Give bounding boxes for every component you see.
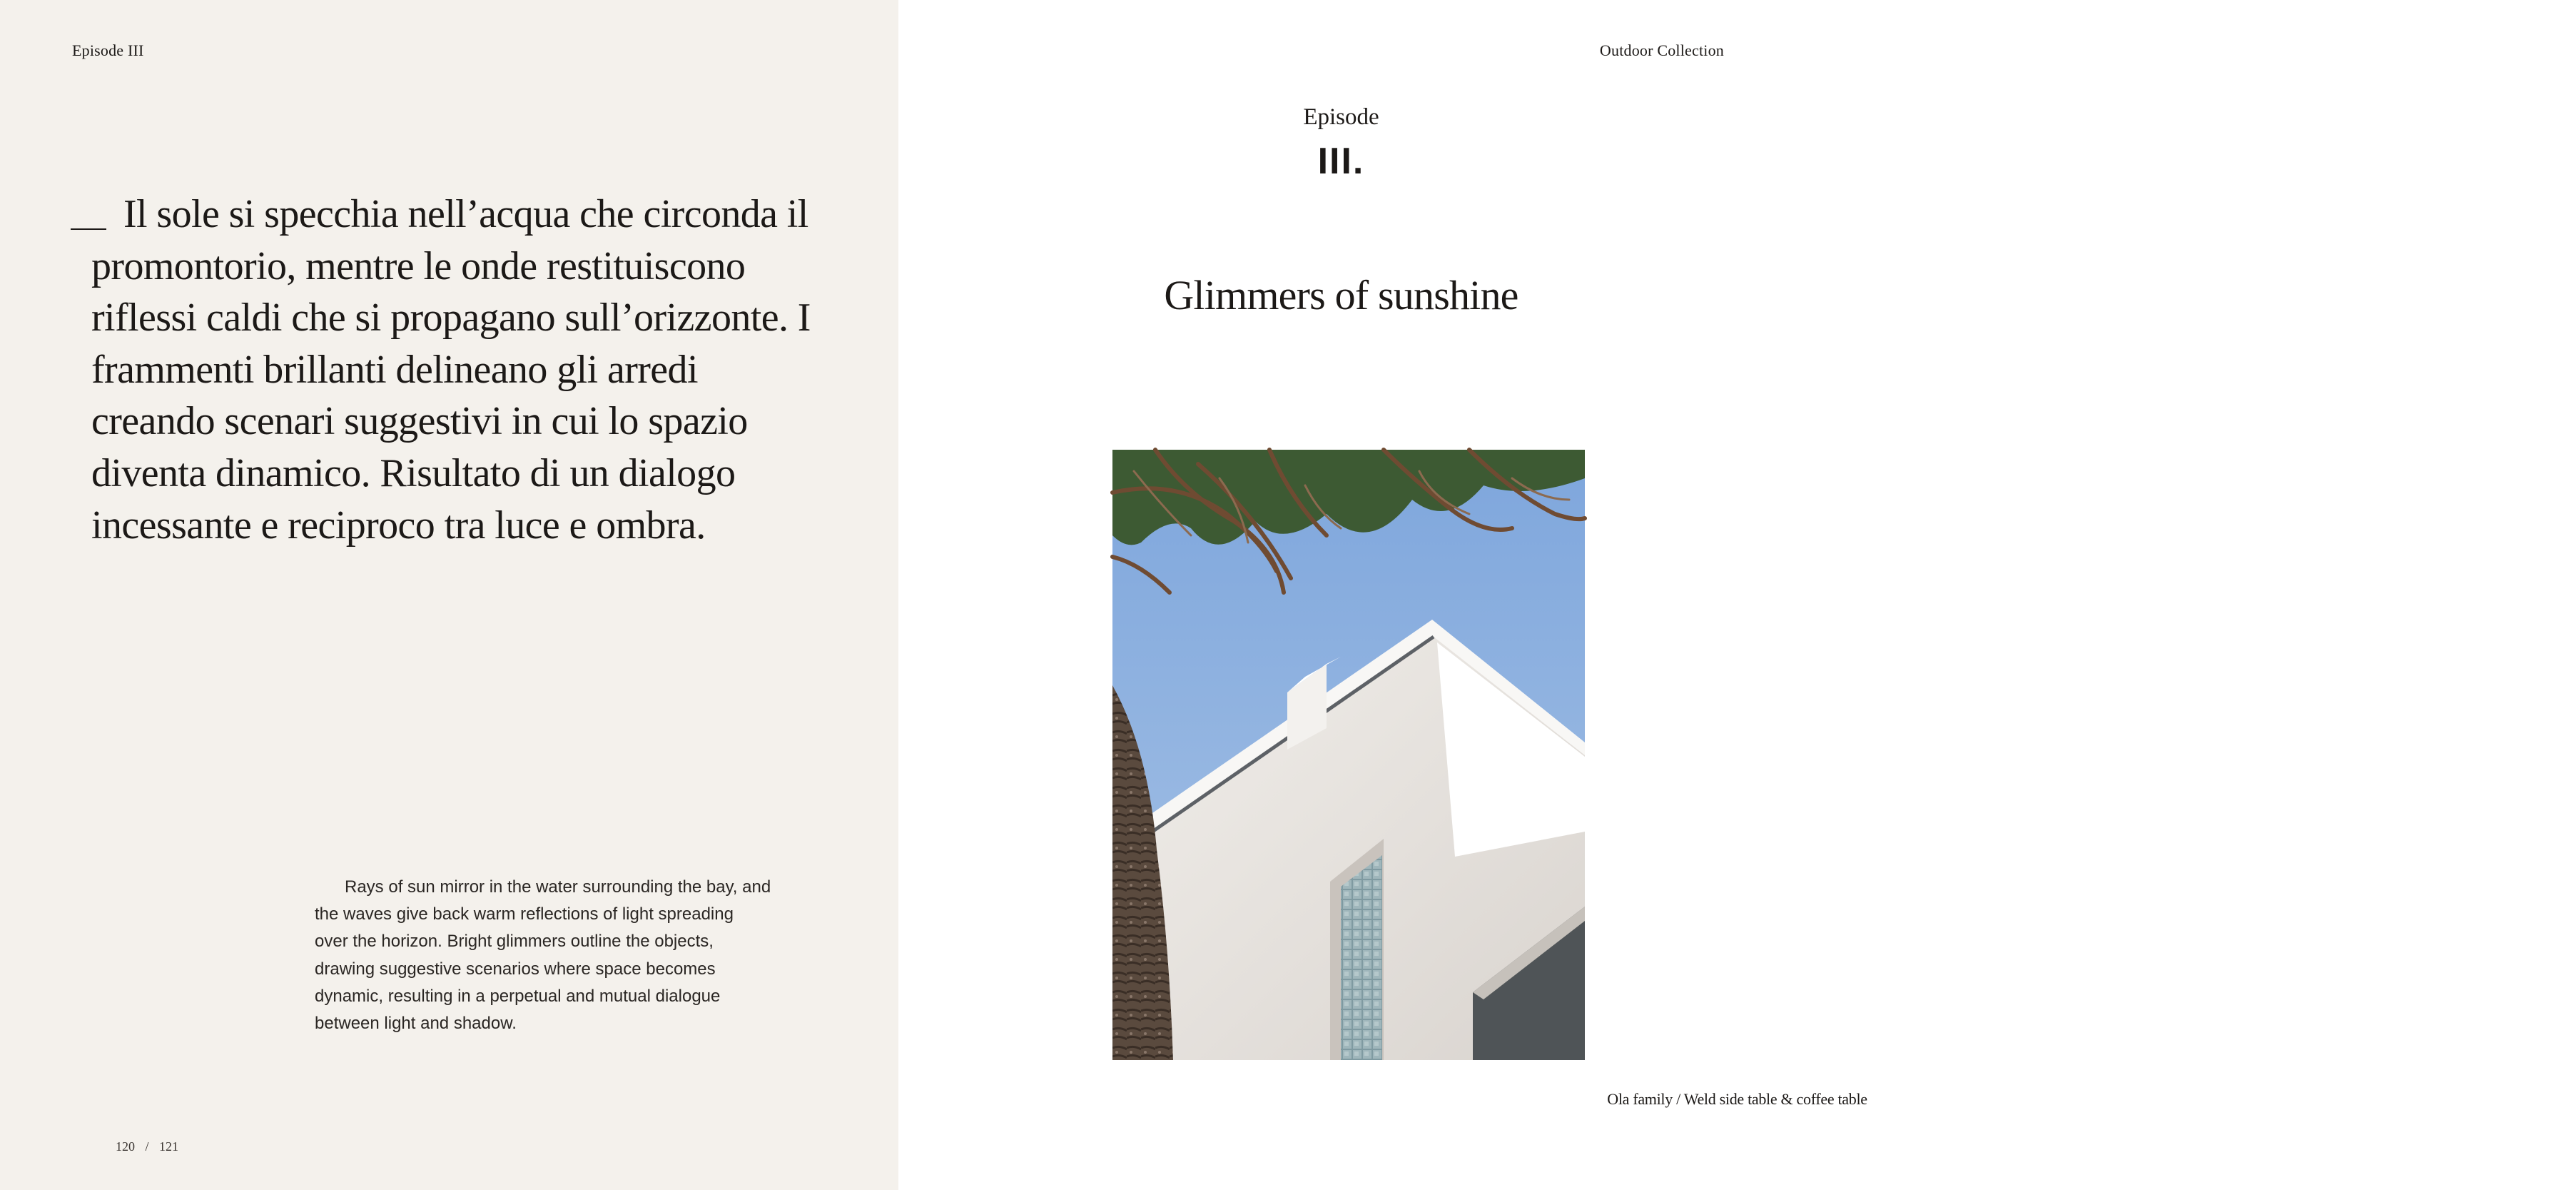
architecture-photo	[1112, 450, 1585, 1060]
right-page	[898, 0, 1867, 1190]
italian-quote: Il sole si specchia nell’acqua che circonda il promontorio, mentre le onde restituiscono riflessi caldi che si propagano sull’orizzonte. I frammenti brillanti delineano gli arredi creando scenari suggestivi in cui lo spazio diventa dinamico. Risultato di un dialogo incessante e reciproco tra luce e ombra.	[91, 192, 811, 548]
running-head-left: Episode III	[72, 41, 144, 59]
running-head-right: Outdoor Collection	[1599, 41, 1724, 59]
feature-title: Glimmers of sunshine	[1164, 272, 1518, 318]
left-page	[0, 0, 898, 1190]
architecture-photo-illustration	[1112, 450, 1585, 1060]
english-body-text: Rays of sun mirror in the water surrounding the bay, and the waves give back warm reflections of light spreading over the horizon. Bright glimmers outline the objects, drawing suggestive scenarios where space becomes dynamic, resulting in a perpetual and mutual dialogue between light and shadow.	[315, 877, 771, 1034]
page-numbers: 120 / 121	[116, 1139, 179, 1154]
episode-number: III.	[1317, 141, 1365, 182]
photo-caption: Ola family / Weld side table & coffee table	[1607, 1090, 1867, 1108]
episode-label: Episode	[1303, 104, 1379, 130]
